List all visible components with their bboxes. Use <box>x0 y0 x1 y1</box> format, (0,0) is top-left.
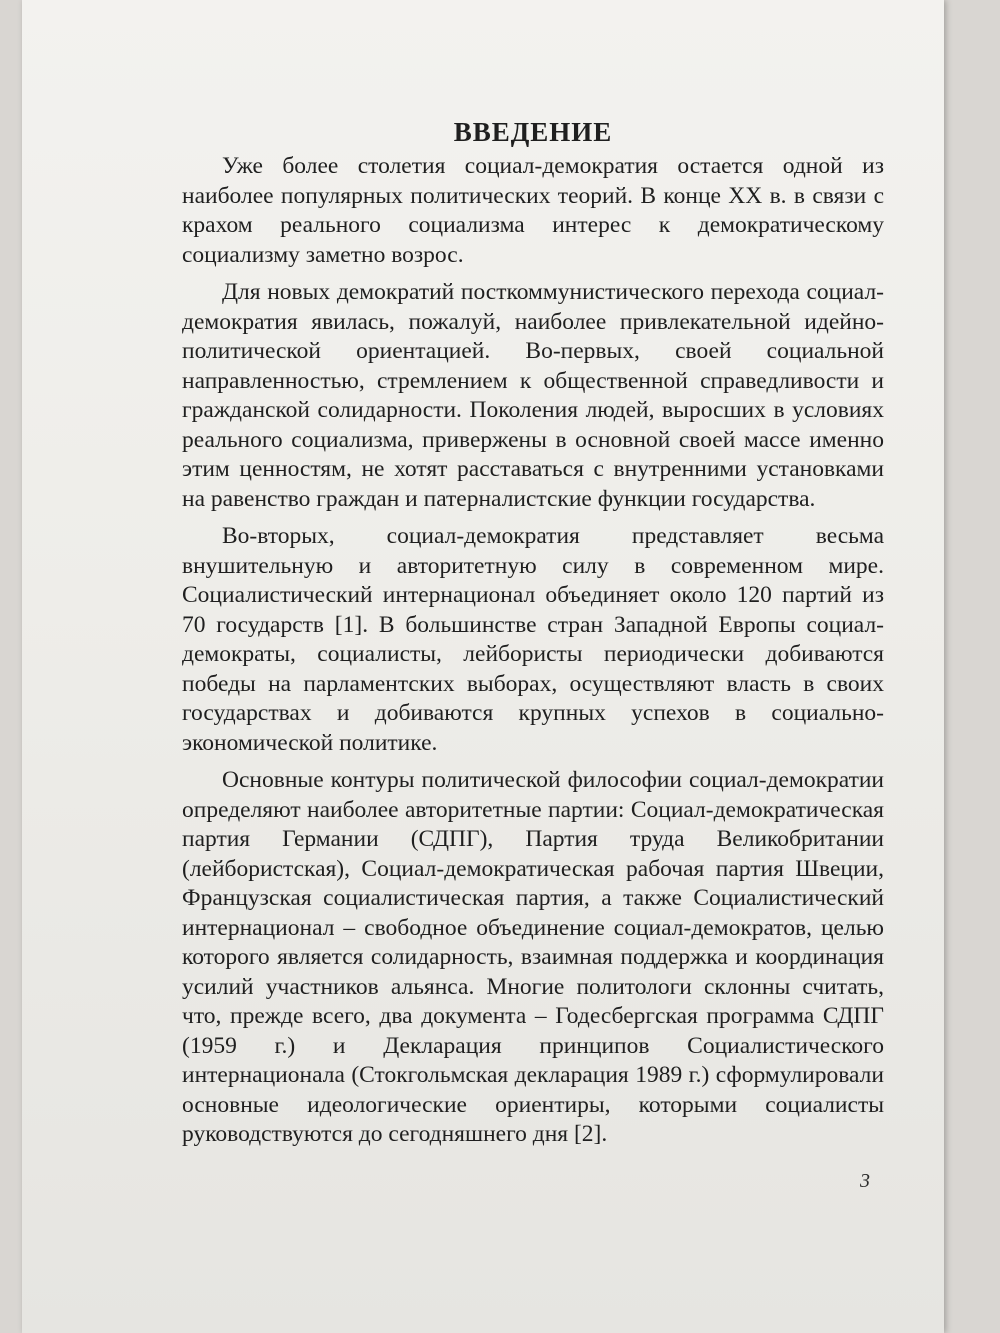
paragraph-2: Для новых демократий посткоммунистического перехода социал-демократия явилась, пожалуй, наиболее привлекательной идейно-политической ориентацией. Во-первых, своей социальной направленностью, стремлением к общественной справедливости и гражданской солидарности. Поколения людей, выросших в условиях реального социализма, привержены в основной своей массе именно этим ценностям, не хотят расставаться с внутренними установками на равенство граждан и патерналистские функции государства. <box>182 279 884 512</box>
page-text <box>182 112 884 1158</box>
book-page <box>22 0 944 1333</box>
paragraph-1: Уже более столетия социал-демократия остается одной из наиболее популярных политических теорий. В конце XX в. в связи с крахом реального социализма интерес к демократическому социализму заметно возрос. <box>182 153 884 268</box>
page-number: 3 <box>860 1170 870 1192</box>
paragraph-4: Основные контуры политической философии социал-демократии определяют наиболее авторитетные партии: Социал-демократическая партия Германии (СДПГ), Партия труда Великобритании (лейбористская), Социал-демократическая рабочая партия Швеции, Французская социалистическая партия, а также Социалистический интернационал – свободное объединение социал-демократов, целью которого является солидарность, взаимная поддержка и координация усилий участников альянса. Многие политологи склонны считать, что, прежде всего, два документа – Годесбергская программа СДПГ (1959 г.) и Декларация принципов Социалистического интернационала (Стокгольмская декларация 1989 г.) сформулировали основные идеологические ориентиры, которыми социалисты руководствуются до сегодняшнего дня [2]. <box>182 767 884 1147</box>
paragraph-3: Во-вторых, социал-демократия представляет весьма внушительную и авторитетную силу в современном мире. Социалистический интернационал объединяет около 120 партий из 70 государств [1]. В большинстве стран Западной Европы социал-демократы, социалисты, лейбористы периодически добиваются победы на парламентских выборах, осуществляют власть в своих государствах и добиваются крупных успехов в социально-экономической политике. <box>182 523 884 756</box>
page-title: ВВЕДЕНИЕ <box>453 117 613 147</box>
